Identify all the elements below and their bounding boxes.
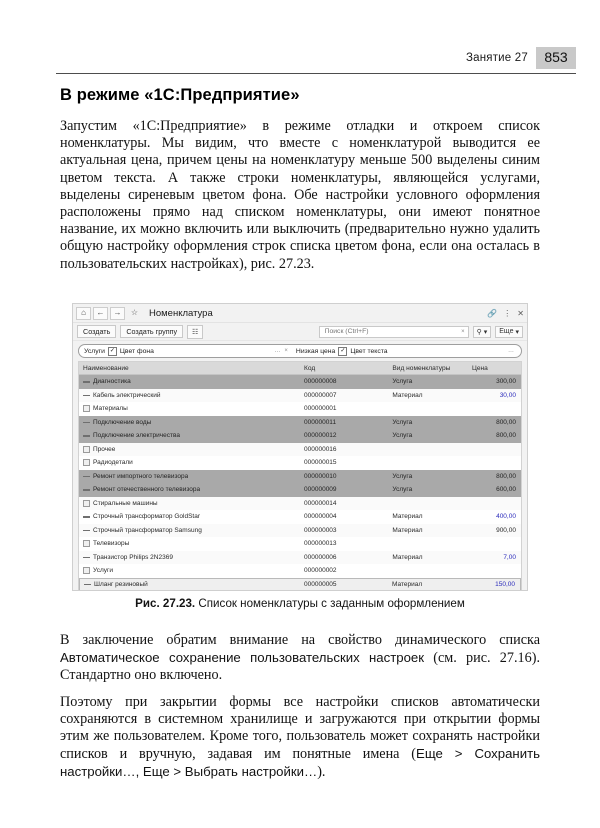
cell-name-text: Строчный трансформатор GoldStar [93,513,200,521]
cell-code: 000000014 [304,499,337,507]
window-title: Номенклатура [149,307,213,319]
cell-kind: Услуга [392,432,413,440]
cell-price: 800,00 [496,418,516,426]
table-row[interactable] [79,375,521,389]
create-group-button[interactable]: Создать группу [120,325,183,339]
cell-kind: Услуга [392,418,413,426]
column-header-name[interactable]: Наименование [83,364,129,372]
item-icon [83,392,90,399]
clear-icon[interactable]: × [461,328,465,335]
cell-code: 000000007 [304,391,337,399]
cell-price: 400,00 [496,513,516,521]
list-settings-icon[interactable]: ☷ [187,325,203,339]
chevron-down-icon: ▾ [483,328,488,336]
link-icon[interactable]: 🔗 [487,308,498,318]
item-icon [84,581,91,588]
cell-kind: Материал [392,553,423,561]
cell-price: 300,00 [496,378,516,386]
item-icon [83,486,90,493]
folder-icon [83,405,90,412]
cell-price: 800,00 [496,472,516,480]
running-header-title: Занятие 27 [466,52,528,64]
magnifier-icon: ⚲ [476,328,482,336]
cell-name [79,432,300,439]
more-button-label: Еще [499,328,514,335]
table-row[interactable] [79,429,521,443]
column-header-price[interactable]: Цена [471,364,488,372]
item-icon [83,473,90,480]
cell-price: 800,00 [496,432,516,440]
cell-code: 000000003 [304,526,337,534]
conditional-setting-low-price-label: Низкая цена [295,347,336,355]
item-icon [83,432,90,439]
cell-name [79,419,300,426]
table-row[interactable] [79,524,521,538]
item-icon [83,527,90,534]
conditional-formatting-bar [78,344,522,358]
forward-arrow-icon[interactable]: → [110,307,125,320]
menu-path-save-settings: Еще > Сохранить настройки…, Еще > Выбрать настройки… [60,746,540,780]
cell-kind: Материал [392,513,423,521]
page-number: 853 [536,47,576,68]
cell-name-text: Стиральные машины [93,499,158,507]
more-button[interactable] [495,326,523,338]
conditional-clear-icon[interactable]: × [284,348,288,354]
create-button[interactable]: Создать [77,325,116,339]
star-icon[interactable]: ☆ [130,308,139,317]
find-button[interactable] [473,326,492,338]
intro-text-block [60,118,540,273]
cell-name-text: Радиодетали [93,459,133,467]
cell-name-text: Транзистор Philips 2N2369 [93,553,173,561]
table-header-row [79,362,521,375]
closing-p2-part1: Поэтому при закрытии формы все настройки списков автоматически сохраняются в системном хранилище и загружаются при открытии формы этим же пользователем. Кроме того, пользователь может сохранять настройки списков и вручную, задавая им понятные имена ( [60,693,540,763]
property-name-auto-save-settings: Автоматическое сохранение пользовательских настроек [60,650,425,666]
table-row[interactable] [79,510,521,524]
cell-code: 000000002 [304,567,337,575]
conditional-setting-services-value: Цвет фона [119,347,154,355]
cell-name [79,473,300,480]
page-title: В режиме «1С:Предприятие» [60,86,300,104]
table-row[interactable] [79,483,521,497]
cell-code: 000000016 [304,445,337,453]
cell-name [79,500,300,507]
cell-name [79,459,300,466]
header-divider [56,73,576,74]
table-row[interactable] [79,578,521,592]
closing-paragraph-1 [60,632,540,685]
column-header-code[interactable]: Код [304,364,316,372]
cell-name [79,554,300,561]
conditional-setting-low-price-checkbox[interactable]: ✓ [340,348,346,354]
cell-name [79,378,300,385]
column-header-kind[interactable]: Вид номенклатуры [392,364,451,372]
search-input[interactable] [319,326,469,338]
cell-kind: Услуга [392,472,413,480]
conditional-setting-services-label: Услуги [84,347,105,355]
back-arrow-icon[interactable]: ← [93,307,108,320]
cell-price: 30,00 [499,391,516,399]
window-title-bar [73,304,527,323]
cell-name [79,392,300,399]
table-row[interactable] [79,564,521,578]
cell-kind: Материал [392,580,423,588]
folder-icon [83,540,90,547]
closing-paragraph-2 [60,694,540,782]
table-body [79,375,521,591]
cell-name [79,527,300,534]
folder-icon [83,500,90,507]
conditional-setting-low-price-value: Цвет текста [350,347,388,355]
cell-code: 000000009 [304,486,337,494]
cell-name-text: Прочее [93,445,116,453]
cell-name-text: Материалы [93,405,128,413]
conditional-more-icon[interactable]: … [274,348,281,354]
closing-p1-part2: (см. рис. 27.16). Стандартно оно включено. [60,650,540,684]
item-icon [83,513,90,520]
cell-code: 000000005 [304,580,337,588]
conditional-more-icon-2[interactable]: … [508,348,514,354]
cell-price: 600,00 [496,486,516,494]
table-row[interactable] [79,497,521,511]
cell-code: 000000010 [304,472,337,480]
running-header [56,46,576,70]
info-icon[interactable]: ⋮ [503,308,512,318]
cell-code: 000000012 [304,432,337,440]
cell-name [79,567,300,574]
cell-name-text: Диагностика [93,378,131,386]
cell-kind: Материал [392,526,423,534]
cell-name-text: Ремонт импортного телевизора [93,472,189,480]
table-row[interactable] [79,551,521,565]
cell-code: 000000011 [304,418,337,426]
cell-code: 000000008 [304,378,337,386]
search-input-field[interactable] [323,327,459,336]
table-row[interactable] [79,402,521,416]
table-row[interactable] [79,470,521,484]
cell-kind: Услуга [392,486,413,494]
cell-name-text: Шланг резиновый [94,580,148,588]
intro-paragraph: Запустим «1С:Предприятие» в режиме отладки и откроем список номенклатуры. Мы видим, что вместе с номенклатурой выводится ее актуальная цена, причем цены на номенклатуру меньше 500 выделены синим цветом текста. А также строки номенклатуры, являющейся услугами, выделены сиреневым цветом фона. Обе настройки условного оформления расположены прямо над списком номенклатуры, они имеют понятное название, их можно включить или выключить (предварительно нужно удалить общую настройку оформления строк списка цветом фона, если она осталась в пользовательских настройках), рис. 27.23. [60,118,540,272]
folder-icon [83,459,90,466]
cell-code: 000000004 [304,513,337,521]
cell-name [79,540,300,547]
closing-p1-part1: В заключение обратим внимание на свойство динамического списка [60,632,540,648]
cell-name [79,446,300,453]
cell-code: 000000013 [304,540,337,548]
cell-name-text: Подключение воды [93,418,152,426]
cell-name-text: Строчный трансформатор Samsung [93,526,202,534]
figure-1c-nomenclature-window [72,303,528,591]
cell-code: 000000006 [304,553,337,561]
figure-caption [72,597,528,610]
conditional-setting-low-price[interactable] [296,347,388,356]
cell-code: 000000015 [304,459,337,467]
cell-price: 150,00 [495,580,515,588]
cell-price: 900,00 [496,526,516,534]
table-row[interactable] [79,389,521,403]
figure-caption-label: Рис. 27.23. [135,597,196,610]
nomenclature-table [78,361,522,591]
table-row[interactable] [79,537,521,551]
cell-code: 000000001 [304,405,337,413]
cell-name-text: Подключение электричества [93,432,180,440]
conditional-setting-services-checkbox[interactable]: ✓ [109,348,115,354]
cell-name-text: Кабель электрический [93,391,161,399]
table-row[interactable] [79,443,521,457]
figure-caption-text: Список номенклатуры с заданным оформлением [198,597,465,610]
chevron-down-icon: ▾ [515,328,519,336]
item-icon [83,554,90,561]
folder-icon [83,446,90,453]
conditional-setting-services[interactable] [84,347,154,356]
cell-name-text: Ремонт отечественного телевизора [93,486,201,494]
cell-kind: Услуга [392,378,413,386]
cell-name [79,486,300,493]
folder-icon [83,567,90,574]
close-icon[interactable]: ✕ [517,308,524,318]
cell-name [79,405,300,412]
item-icon [83,378,90,385]
cell-name [79,513,300,520]
command-bar [73,323,527,341]
item-icon [83,419,90,426]
cell-price: 7,00 [503,553,516,561]
table-row[interactable] [79,416,521,430]
cell-name [80,581,300,588]
cell-kind: Материал [392,391,423,399]
closing-text-block [60,632,540,782]
home-icon[interactable]: ⌂ [76,307,91,320]
table-row[interactable] [79,456,521,470]
closing-p2-part2: ). [317,764,326,781]
cell-name-text: Услуги [93,567,113,575]
cell-name-text: Телевизоры [93,540,130,548]
